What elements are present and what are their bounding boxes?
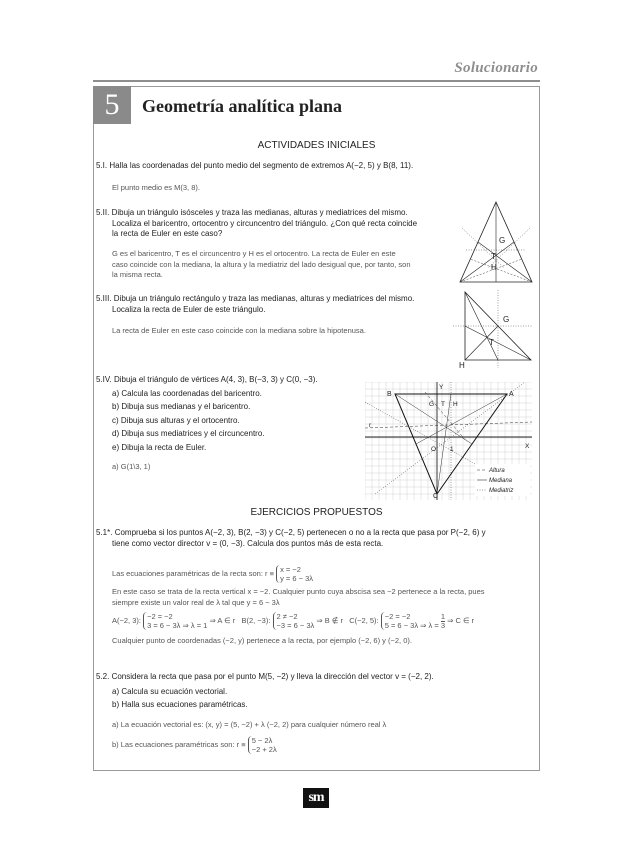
fraction-denominator: 3 xyxy=(440,620,446,630)
question-line: Comprueba si los puntos A(−2, 3), B(2, −3) y C(−2, 5) pertenecen o no a la recta que pasa por P(−2, 6) y xyxy=(114,528,486,537)
sub-item: a) Calcula las coordenadas del baricentro. xyxy=(112,388,262,398)
answer-5-2b xyxy=(112,736,277,754)
question-number: 5.II. xyxy=(96,208,110,217)
answer-5-IV: a) G(1\3, 1) xyxy=(112,462,151,471)
label-T: T xyxy=(441,401,445,408)
label-B: B xyxy=(387,391,392,398)
label-A: A xyxy=(509,391,514,398)
label-C: C xyxy=(433,493,439,500)
check-A-label: A(−2, 3): xyxy=(112,615,141,625)
equation-line: −3 = 6 − 3λ xyxy=(276,621,315,630)
check-C-system xyxy=(381,612,439,630)
label-H: H xyxy=(491,263,497,272)
label-r: r xyxy=(369,422,372,429)
perpendicular-bisector xyxy=(488,228,530,268)
question-line: Dibuja un triángulo rectángulo y traza las medianas, alturas y mediatrices del mismo. xyxy=(113,294,415,303)
param-label: b) Las ecuaciones paramétricas son: r ≡ xyxy=(112,739,246,749)
equation-line: 3 = 6 − 3λ ⇒ λ = 1 xyxy=(147,621,208,630)
isosceles-triangle-figure xyxy=(458,198,540,290)
chapter-number: 5 xyxy=(93,86,131,124)
answer-line: G es el baricentro, T es el circuncentro y H es el ortocentro. La recta de Euler en este xyxy=(112,249,396,258)
explanation-line: En este caso se trata de la recta vertical x = −2. Cualquier punto cuya abscisa sea −2 pertenece a la recta, pues xyxy=(112,587,485,596)
check-B-label: B(2, −3): xyxy=(241,615,271,625)
sub-item: a) Calcula su ecuación vectorial. xyxy=(112,686,228,696)
check-B-result: ⇒ B ∉ r xyxy=(316,615,343,625)
point-checks-5-1 xyxy=(112,612,542,630)
equation-line: 2 ≠ −2 xyxy=(276,612,298,621)
question-5-IV xyxy=(96,375,366,453)
check-A-result: ⇒ A ∈ r xyxy=(209,615,236,625)
label-H: H xyxy=(459,361,465,370)
check-B-system xyxy=(273,612,315,630)
question-5-II xyxy=(96,208,461,240)
fraction-numerator: 1 xyxy=(440,611,446,621)
conclusion-5-1: Cualquier punto de coordenadas (−2, y) pertenece a la recta, por ejemplo (−2, 6) y (−2, 0). xyxy=(112,636,412,645)
sub-item: d) Dibuja sus mediatrices y el circuncentro. xyxy=(112,429,265,438)
legend-mediana: Mediana xyxy=(489,478,513,484)
check-C-result: ⇒ C ∈ r xyxy=(447,615,475,625)
legend-mediatriz: Mediatriz xyxy=(489,488,514,494)
question-number: 5.I. xyxy=(96,161,108,170)
answer-line: la misma recta. xyxy=(112,270,163,279)
section-initial-title: ACTIVIDADES INICIALES xyxy=(257,140,376,151)
question-5-1 xyxy=(96,528,536,549)
sub-item: b) Halla sus ecuaciones paramétricas. xyxy=(112,700,248,709)
perpendicular-bisector xyxy=(462,228,504,268)
question-number: 5.1*. xyxy=(96,528,113,537)
question-line: Localiza la recta de Euler de este triángulo. xyxy=(112,304,266,314)
equation-line: 5 − 2λ xyxy=(251,736,273,745)
answer-line: caso coincide con la mediana, la altura y la mediatriz del lado desigual que, por tanto, son xyxy=(112,259,411,269)
question-number: 5.IV. xyxy=(96,375,112,384)
chapter-title: Geometría analítica plana xyxy=(142,96,342,116)
altitude-line xyxy=(470,259,532,282)
param-system xyxy=(276,565,313,583)
altitude-line xyxy=(365,422,532,428)
label-y-axis: Y xyxy=(439,384,444,391)
question-number: 5.2. xyxy=(96,672,110,681)
publisher-logo: sm xyxy=(303,788,329,808)
question-line: tiene como vector director v = (0, −3). Calcula dos puntos más de esta recta. xyxy=(112,538,384,548)
question-5-I xyxy=(96,161,516,172)
section-proposed-title: EJERCICIOS PROPUESTOS xyxy=(250,507,383,518)
answer-5-2a: a) La ecuación vectorial es: (x, y) = (5, −2) + λ (−2, 2) para cualquier número real λ xyxy=(112,720,387,729)
question-line: la recta de Euler en este caso? xyxy=(112,229,223,238)
question-line: Dibuja un triángulo isósceles y traza las medianas, alturas y mediatrices del mismo. xyxy=(111,208,408,217)
header-label: Solucionario xyxy=(454,60,538,76)
question-5-2 xyxy=(96,672,536,711)
check-A-system xyxy=(143,612,207,630)
check-C-label: C(−2, 5): xyxy=(349,615,379,625)
question-text: Halla las coordenadas del punto medio del segmento de extremos A(−2, 5) y B(8, 11). xyxy=(109,161,414,170)
equation-line: 5 = 6 − 3λ ⇒ λ = xyxy=(384,621,439,630)
sub-item: b) Dibuja sus medianas y el baricentro. xyxy=(112,402,251,411)
right-triangle-figure xyxy=(453,288,540,370)
question-5-III xyxy=(96,294,461,315)
answer-5-I: El punto medio es M(3, 8). xyxy=(112,183,200,192)
param-system xyxy=(248,736,277,754)
param-label: Las ecuaciones paramétricas de la recta son: r ≡ xyxy=(112,568,274,578)
equation-line: y = 6 − 3λ xyxy=(280,574,313,583)
legend-altura: Altura xyxy=(489,468,505,474)
label-G: G xyxy=(503,315,510,324)
explanation-5-1 xyxy=(112,587,537,608)
median-line xyxy=(460,242,514,282)
header-rule xyxy=(93,80,540,82)
label-T: T xyxy=(491,252,496,261)
question-number: 5.III. xyxy=(96,294,112,303)
label-T: T xyxy=(489,338,494,347)
explanation-line: siempre existe un valor real de λ tal que y = 6 − 3λ xyxy=(112,597,280,607)
label-tick-1: 1 xyxy=(450,446,454,453)
equation-line: −2 = −2 xyxy=(384,612,411,621)
label-G: G xyxy=(429,401,435,408)
label-origin: O xyxy=(431,446,437,453)
question-text: Considera la recta que pasa por el punto M(5, −2) y lleva la dirección del vector v = (−2, 2). xyxy=(111,672,434,681)
sub-item: e) Dibuja la recta de Euler. xyxy=(112,442,207,452)
equation-line: −2 = −2 xyxy=(147,612,173,621)
equation-line: −2 + 2λ xyxy=(251,745,277,754)
label-H: H xyxy=(453,401,458,408)
answer-5-II xyxy=(112,249,457,281)
coordinate-grid-figure xyxy=(365,382,532,500)
equation-line: x = −2 xyxy=(280,565,301,574)
label-G: G xyxy=(499,236,506,245)
median-line xyxy=(478,242,532,282)
label-x-axis: X xyxy=(525,443,530,450)
answer-5-III: La recta de Euler en este caso coincide con la mediana sobre la hipotenusa. xyxy=(112,326,366,335)
question-line: Localiza el baricentro, ortocentro y circuncentro del triángulo. ¿Con qué recta coincide xyxy=(112,218,418,228)
param-equations-5-1 xyxy=(112,565,313,583)
fraction-one-third xyxy=(441,613,445,630)
sub-item: c) Dibuja sus alturas y el ortocentro. xyxy=(112,415,240,425)
question-text: Dibuja el triángulo de vértices A(4, 3), B(−3, 3) y C(0, −3). xyxy=(113,375,318,384)
